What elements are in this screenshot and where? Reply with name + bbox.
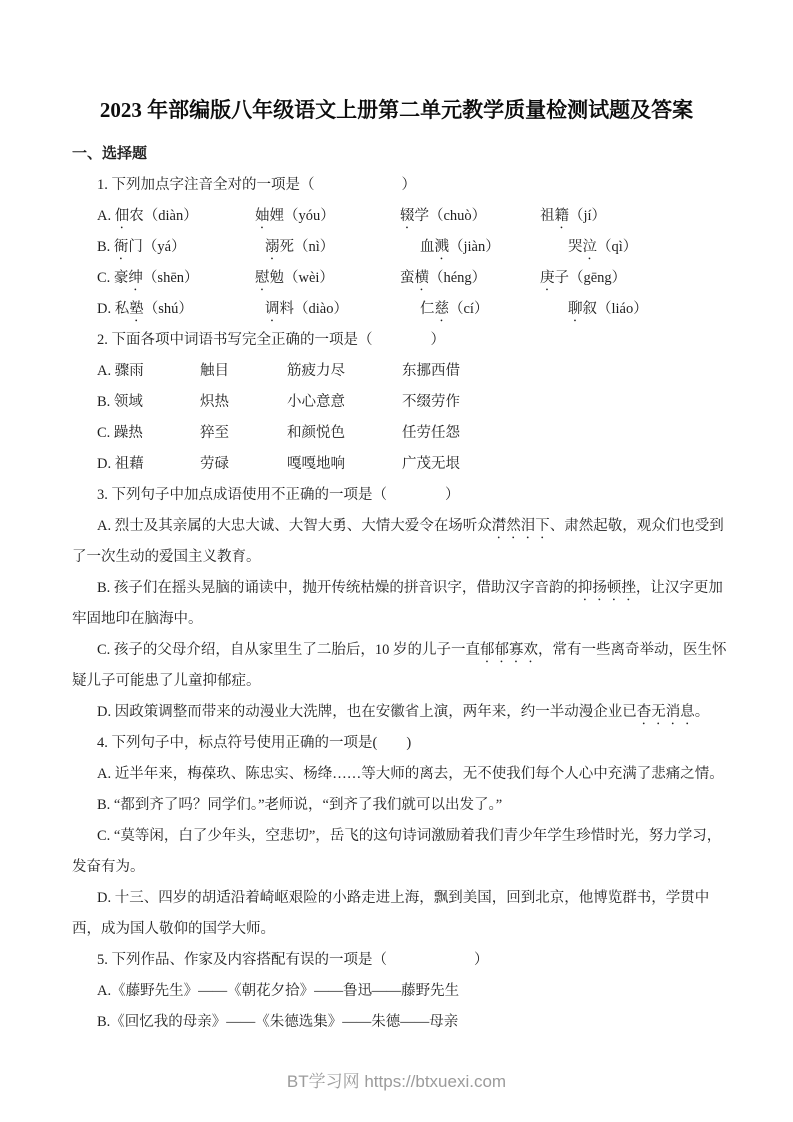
emphasis-dotted-text: 聊 <box>568 301 583 317</box>
option-cell: D. 私塾（shú） <box>97 301 193 317</box>
emphasis-dotted-text: 杳无消息 <box>636 704 695 720</box>
question-1-option-row <box>72 294 728 325</box>
question-3-option-paragraph: B. 孩子们在摇头晃脑的诵读中，抛开传统枯燥的拼音识字，借助汉字音韵的抑扬顿挫，让汉字更加牢固地印在脑海中。 <box>72 580 723 627</box>
option-cell: 劳碌 <box>200 456 229 472</box>
option-cell: C. 豪绅（shēn） <box>97 270 199 286</box>
option-cell: 触目 <box>200 363 229 379</box>
emphasis-dotted-text: 塾 <box>129 301 144 317</box>
emphasis-dotted-text: 衙 <box>113 239 129 255</box>
emphasis-dotted-text: 溺 <box>265 239 280 255</box>
question-1-option-row <box>72 263 728 294</box>
option-cell: 不缀劳作 <box>402 394 460 410</box>
question-3-option-paragraph: A. 烈士及其亲属的大忠大诚、大智大勇、大情大爱令在场听众潸然泪下、肃然起敬，观众们也受到了一次生动的爱国主义教育。 <box>72 518 724 565</box>
option-cell: 筋疲力尽 <box>287 363 345 379</box>
emphasis-dotted-text: 潸然泪下 <box>491 518 550 534</box>
emphasis-dotted-text: 溅 <box>434 239 449 255</box>
footer-watermark: BT学习网 https://btxuexi.com <box>286 1072 507 1091</box>
question-2-option-row <box>72 356 728 387</box>
option-cell: 蛮横（héng） <box>400 270 487 286</box>
option-cell: 仁慈（cí） <box>420 301 489 317</box>
question-1-option-row <box>72 232 728 263</box>
emphasis-dotted-text: 慈 <box>434 301 449 317</box>
question-4-option-paragraph: B. “都到齐了吗？同学们。”老师说，“到齐了我们就可以出发了。” <box>97 797 503 813</box>
option-cell: 慰勉（wèi） <box>255 270 334 286</box>
option-cell: 辍学（chuò） <box>400 208 487 224</box>
option-cell: 东挪西借 <box>402 363 460 379</box>
option-cell: 聊叙（liáo） <box>568 301 648 317</box>
emphasis-dotted-text: 庚 <box>540 270 555 286</box>
option-cell: 炽热 <box>200 394 229 410</box>
option-cell: B. 衙门（yá） <box>97 239 186 255</box>
option-cell: 祖籍（jí） <box>540 208 607 224</box>
emphasis-dotted-text: 泣 <box>582 239 597 255</box>
option-cell: 庚子（gēng） <box>540 270 627 286</box>
question-4-option-paragraph: C. “莫等闲，白了少年头，空悲切”，岳飞的这句诗词激励着我们青少年学生珍惜时光，努力学习，发奋有为。 <box>72 828 722 875</box>
emphasis-dotted-text: 横 <box>414 270 429 286</box>
option-cell: 猝至 <box>200 425 229 441</box>
option-cell: C. 躁热 <box>97 425 143 441</box>
option-cell: 血溅（jiàn） <box>420 239 500 255</box>
option-cell: B. 领域 <box>97 394 143 410</box>
emphasis-dotted-text: 妯 <box>255 208 270 224</box>
emphasis-dotted-text: 辍 <box>400 208 415 224</box>
question-5-stem: 5. 下列作品、作家及内容搭配有误的一项是（ ） <box>97 952 489 968</box>
option-cell: 嘎嘎地响 <box>287 456 345 472</box>
option-cell: A. 佃农（diàn） <box>97 208 198 224</box>
question-1-option-row <box>72 201 728 232</box>
question-4-option-paragraph: A. 近半年来，梅葆玖、陈忠实、杨绛……等大师的离去，无不使我们每个人心中充满了悲痛之情。 <box>97 766 724 782</box>
question-2-option-row <box>72 387 728 418</box>
question-4-stem: 4. 下列句子中，标点符号使用正确的一项是( ) <box>97 735 412 751</box>
emphasis-dotted-text: 籍 <box>554 208 569 224</box>
option-cell: 调料（diào） <box>265 301 348 317</box>
emphasis-dotted-text: 佃 <box>114 208 130 224</box>
option-cell: 和颜悦色 <box>287 425 345 441</box>
emphasis-dotted-text: 绅 <box>128 270 143 286</box>
option-cell: 任劳任怨 <box>402 425 460 441</box>
option-cell: A. 骤雨 <box>97 363 144 379</box>
question-3-option-paragraph: D. 因政策调整而带来的动漫业大洗牌，也在安徽省上演，两年来，约一半动漫企业已杳无消息。 <box>97 704 710 720</box>
document-body <box>0 124 793 1038</box>
emphasis-dotted-text: 抑扬顿挫 <box>577 580 636 596</box>
option-cell: 溺死（nì） <box>265 239 335 255</box>
option-cell: D. 祖藉 <box>97 456 144 472</box>
emphasis-dotted-text: 慰 <box>255 270 270 286</box>
document-title: 2023 年部编版八年级语文上册第二单元教学质量检测试题及答案 <box>99 98 694 122</box>
emphasis-dotted-text: 郁郁寡欢 <box>480 642 539 658</box>
question-3-option-paragraph: C. 孩子的父母介绍，自从家里生了二胎后，10 岁的儿子一直郁郁寡欢，常有一些离奇举动，医生怀疑儿子可能患了儿童抑郁症。 <box>72 642 727 689</box>
emphasis-dotted-text: 调 <box>265 301 280 317</box>
questions-container <box>72 170 728 1038</box>
option-cell: 广茂无垠 <box>402 456 460 472</box>
question-2-stem: 2. 下面各项中词语书写完全正确的一项是（ ） <box>97 332 445 348</box>
option-cell: 妯娌（yóu） <box>255 208 335 224</box>
question-2-option-row <box>72 449 728 480</box>
question-1-stem: 1. 下列加点字注音全对的一项是（ ） <box>97 177 416 193</box>
question-5-option-paragraph: B.《回忆我的母亲》——《朱德选集》——朱德——母亲 <box>97 1014 459 1030</box>
question-4-option-paragraph: D. 十三、四岁的胡适沿着崎岖艰险的小路走进上海，飘到美国，回到北京，他博览群书，学贯中西，成为国人敬仰的国学大师。 <box>72 890 710 937</box>
question-2-option-row <box>72 418 728 449</box>
option-cell: 哭泣（qì） <box>568 239 638 255</box>
question-5-option-paragraph: A.《藤野先生》——《朝花夕拾》——鲁迅——藤野先生 <box>97 983 460 999</box>
section-header: 一、选择题 <box>72 146 148 162</box>
option-cell: 小心意意 <box>287 394 345 410</box>
question-3-stem: 3. 下列句子中加点成语使用不正确的一项是（ ） <box>97 487 460 503</box>
